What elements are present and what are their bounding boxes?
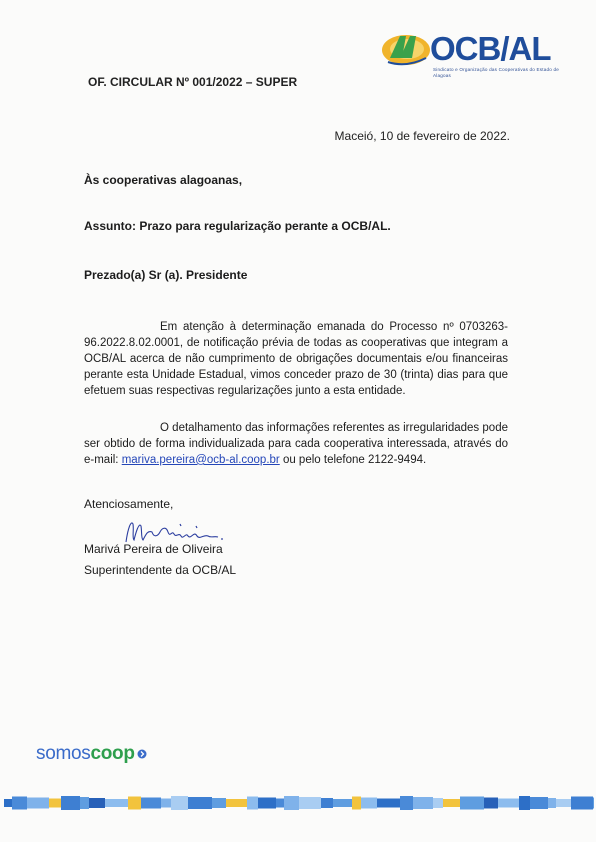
stripe-block (321, 798, 333, 808)
stripe-block (161, 799, 171, 808)
stripe-block (498, 799, 519, 808)
stripe-block (141, 798, 161, 809)
stripe-block (361, 798, 377, 809)
stripe-block (484, 798, 498, 809)
stripe-block (276, 799, 284, 808)
stripe-block (128, 797, 141, 810)
stripe-block (27, 798, 49, 809)
brand-somos: somos (36, 743, 91, 764)
stripe-block (530, 797, 548, 809)
chevron-right-icon (137, 749, 147, 759)
stripe-block (61, 796, 80, 810)
email-link[interactable]: mariva.pereira@ocb-al.coop.br (121, 453, 280, 466)
stripe-block (556, 799, 571, 807)
paragraph-2-phone: ou pelo telefone 2122-9494. (279, 453, 427, 466)
stripe-block (188, 797, 212, 809)
reference-number: OF. CIRCULAR Nº 001/2022 – SUPER (88, 75, 298, 89)
stripe-block (400, 796, 413, 810)
stripe-block (171, 796, 188, 810)
letter-date: Maceió, 10 de fevereiro de 2022. (334, 129, 510, 143)
somoscoop-logo (36, 744, 147, 763)
stripe-block (548, 798, 556, 808)
stripe-block (284, 796, 299, 810)
recipient-line: Às cooperativas alagoanas, (84, 173, 243, 187)
stripe-block (593, 798, 594, 809)
stripe-block (105, 799, 128, 807)
stripe-block (49, 799, 61, 808)
logo-subtitle: Sindicato e Organização das Cooperativas do Estado de Alagoas (433, 67, 560, 78)
stripe-block (519, 796, 530, 810)
stripe-block (247, 797, 258, 810)
stripe-block (377, 799, 400, 808)
subject-line: Assunto: Prazo para regularização perante a OCB/AL. (84, 219, 391, 233)
stripe-block (212, 798, 226, 808)
stripe-block (226, 799, 247, 807)
stripe-block (443, 799, 460, 807)
salutation-line: Prezado(a) Sr (a). Presidente (84, 268, 248, 282)
signer-title: Superintendente da OCB/AL (84, 563, 237, 577)
body-paragraph-2 (84, 421, 508, 469)
signer-name: Marivá Pereira de Oliveira (84, 542, 223, 556)
stripe-block (299, 797, 321, 809)
ocb-al-logo (380, 22, 576, 84)
stripe-block (258, 798, 276, 809)
stripe-block (89, 798, 105, 808)
stripe-block (333, 799, 352, 807)
stripe-block (433, 798, 443, 808)
stripe-block (571, 797, 593, 810)
stripe-block (4, 799, 12, 807)
brand-coop: coop (90, 743, 135, 764)
cooperative-emblem-icon (380, 28, 432, 68)
stripe-block (460, 797, 484, 810)
stripe-block (352, 797, 361, 810)
stripe-block (12, 797, 27, 810)
stripe-block (80, 797, 89, 809)
paragraph-2-text: O detalhamento das informações referentes as irregularidades pode ser obtido de forma individualizada para cada cooperativa interessada, através do e-mail: (84, 422, 508, 466)
decorative-footer-stripe (4, 795, 594, 811)
closing-line: Atenciosamente, (84, 497, 174, 511)
stripe-block (413, 797, 433, 809)
body-paragraph-1: Em atenção à determinação emanada do Processo nº 0703263-96.2022.8.02.0001, de notificação prévia de todas as cooperativas que integram a OCB/AL acerca de não cumprimento de obrigações documentais e/ou financeiras perante esta Unidade Estadual, vimos conceder prazo de 30 (trinta) dias para que efetuem suas respectivas regularizações junto a esta entidade. (84, 321, 508, 397)
logo-wordmark: OCB/AL (430, 30, 551, 67)
